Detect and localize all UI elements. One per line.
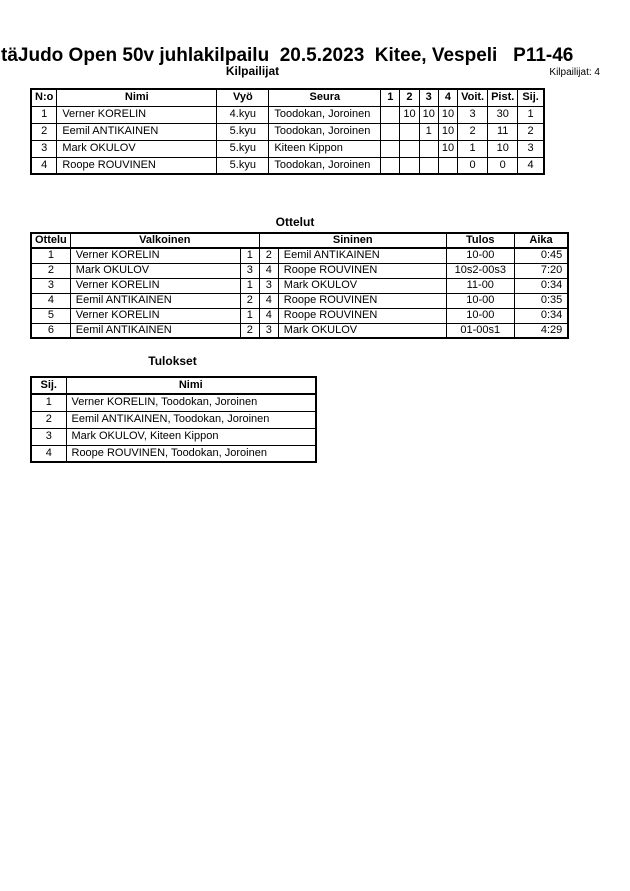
blue-name-cell: Roope ROUVINEN [278, 308, 446, 323]
round-cell: 10 [419, 106, 438, 123]
place-cell: 4 [31, 445, 66, 462]
col-header-name: Nimi [66, 377, 316, 394]
round-cell [438, 157, 457, 174]
col-header-points: Pist. [488, 89, 518, 106]
place-cell: 4 [518, 157, 544, 174]
col-header-time: Aika [514, 233, 568, 248]
blue-no-cell: 4 [259, 308, 278, 323]
points-cell: 10 [488, 140, 518, 157]
matches-table [30, 232, 569, 339]
belt-cell: 4.kyu [217, 106, 269, 123]
result-row [31, 428, 316, 445]
points-cell: 11 [488, 123, 518, 140]
belt-cell: 5.kyu [217, 140, 269, 157]
col-header-blue: Sininen [259, 233, 446, 248]
round-cell: 10 [438, 123, 457, 140]
result-cell: 10s2-00s3 [446, 263, 514, 278]
result-row [31, 411, 316, 428]
round-cell [400, 157, 419, 174]
blue-name-cell: Roope ROUVINEN [278, 293, 446, 308]
result-cell: 11-00 [446, 278, 514, 293]
points-cell: 30 [488, 106, 518, 123]
match-row [31, 278, 568, 293]
name-cell: Verner KORELIN, Toodokan, Joroinen [66, 394, 316, 411]
blue-name-cell: Mark OKULOV [278, 323, 446, 338]
col-header-name: Nimi [57, 89, 217, 106]
blue-name-cell: Roope ROUVINEN [278, 263, 446, 278]
blue-no-cell: 4 [259, 263, 278, 278]
round-cell [419, 140, 438, 157]
name-cell: Roope ROUVINEN [57, 157, 217, 174]
round-cell: 1 [419, 123, 438, 140]
match-row [31, 293, 568, 308]
time-cell: 7:20 [514, 263, 568, 278]
matches-header-row [31, 233, 568, 248]
place-cell: 1 [31, 394, 66, 411]
name-cell: Mark OKULOV [57, 140, 217, 157]
name-cell: Roope ROUVINEN, Toodokan, Joroinen [66, 445, 316, 462]
round-cell [419, 157, 438, 174]
col-header-white: Valkoinen [70, 233, 259, 248]
points-cell: 0 [488, 157, 518, 174]
competitors-header-row [31, 89, 544, 106]
results-header-row [31, 377, 316, 394]
white-name-cell: Eemil ANTIKAINEN [70, 293, 240, 308]
blue-no-cell: 3 [259, 323, 278, 338]
round-cell: 10 [438, 140, 457, 157]
round-cell [400, 123, 419, 140]
round-cell [381, 140, 400, 157]
round-cell [381, 106, 400, 123]
match-no-cell: 4 [31, 293, 70, 308]
competitor-row [31, 140, 544, 157]
blue-no-cell: 3 [259, 278, 278, 293]
white-name-cell: Verner KORELIN [70, 248, 240, 263]
col-header-place: Sij. [518, 89, 544, 106]
white-no-cell: 1 [240, 308, 259, 323]
club-cell: Kiteen Kippon [269, 140, 381, 157]
match-row [31, 308, 568, 323]
competitor-row [31, 106, 544, 123]
blue-name-cell: Mark OKULOV [278, 278, 446, 293]
col-header-wins: Voit. [458, 89, 488, 106]
match-no-cell: 2 [31, 263, 70, 278]
time-cell: 0:34 [514, 278, 568, 293]
result-cell: 01-00s1 [446, 323, 514, 338]
matches-heading: Ottelut [275, 215, 315, 229]
result-cell: 10-00 [446, 308, 514, 323]
wins-cell: 0 [458, 157, 488, 174]
competitors-table [30, 88, 545, 175]
belt-cell: 5.kyu [217, 157, 269, 174]
white-name-cell: Verner KORELIN [70, 308, 240, 323]
match-no-cell: 3 [31, 278, 70, 293]
match-no-cell: 1 [31, 248, 70, 263]
place-cell: 2 [31, 411, 66, 428]
match-row [31, 263, 568, 278]
competitor-row [31, 123, 544, 140]
no-cell: 2 [31, 123, 57, 140]
time-cell: 0:35 [514, 293, 568, 308]
wins-cell: 1 [458, 140, 488, 157]
match-no-cell: 5 [31, 308, 70, 323]
col-header-belt: Vyö [217, 89, 269, 106]
white-name-cell: Verner KORELIN [70, 278, 240, 293]
result-cell: 10-00 [446, 293, 514, 308]
competitors-heading: Kilpailijat [225, 64, 280, 78]
col-header-place: Sij. [31, 377, 66, 394]
time-cell: 4:29 [514, 323, 568, 338]
white-name-cell: Mark OKULOV [70, 263, 240, 278]
no-cell: 1 [31, 106, 57, 123]
belt-cell: 5.kyu [217, 123, 269, 140]
blue-no-cell: 2 [259, 248, 278, 263]
place-cell: 3 [518, 140, 544, 157]
name-cell: Mark OKULOV, Kiteen Kippon [66, 428, 316, 445]
place-cell: 1 [518, 106, 544, 123]
match-row [31, 248, 568, 263]
competitors-count: Kilpailijat: 4 [549, 67, 600, 78]
col-header-r1: 1 [381, 89, 400, 106]
col-header-r2: 2 [400, 89, 419, 106]
page-title: täJudo Open 50v juhlakilpailu 20.5.2023 Kitee, Vespeli P11-46 [1, 45, 574, 66]
wins-cell: 2 [458, 123, 488, 140]
result-cell: 10-00 [446, 248, 514, 263]
wins-cell: 3 [458, 106, 488, 123]
round-cell: 10 [438, 106, 457, 123]
match-no-cell: 6 [31, 323, 70, 338]
white-no-cell: 1 [240, 278, 259, 293]
white-no-cell: 2 [240, 293, 259, 308]
col-header-match-no: Ottelu [31, 233, 70, 248]
match-row [31, 323, 568, 338]
col-header-r3: 3 [419, 89, 438, 106]
round-cell [400, 140, 419, 157]
club-cell: Toodokan, Joroinen [269, 106, 381, 123]
competitor-row [31, 157, 544, 174]
name-cell: Eemil ANTIKAINEN [57, 123, 217, 140]
blue-no-cell: 4 [259, 293, 278, 308]
result-row [31, 445, 316, 462]
white-no-cell: 2 [240, 323, 259, 338]
no-cell: 3 [31, 140, 57, 157]
club-cell: Toodokan, Joroinen [269, 157, 381, 174]
place-cell: 3 [31, 428, 66, 445]
blue-name-cell: Eemil ANTIKAINEN [278, 248, 446, 263]
time-cell: 0:34 [514, 308, 568, 323]
col-header-club: Seura [269, 89, 381, 106]
col-header-r4: 4 [438, 89, 457, 106]
no-cell: 4 [31, 157, 57, 174]
result-row [31, 394, 316, 411]
col-header-result: Tulos [446, 233, 514, 248]
results-heading: Tulokset [148, 354, 197, 368]
round-cell: 10 [400, 106, 419, 123]
white-name-cell: Eemil ANTIKAINEN [70, 323, 240, 338]
col-header-no: N:o [31, 89, 57, 106]
white-no-cell: 1 [240, 248, 259, 263]
name-cell: Verner KORELIN [57, 106, 217, 123]
round-cell [381, 123, 400, 140]
results-table [30, 376, 317, 463]
round-cell [381, 157, 400, 174]
place-cell: 2 [518, 123, 544, 140]
white-no-cell: 3 [240, 263, 259, 278]
name-cell: Eemil ANTIKAINEN, Toodokan, Joroinen [66, 411, 316, 428]
time-cell: 0:45 [514, 248, 568, 263]
club-cell: Toodokan, Joroinen [269, 123, 381, 140]
